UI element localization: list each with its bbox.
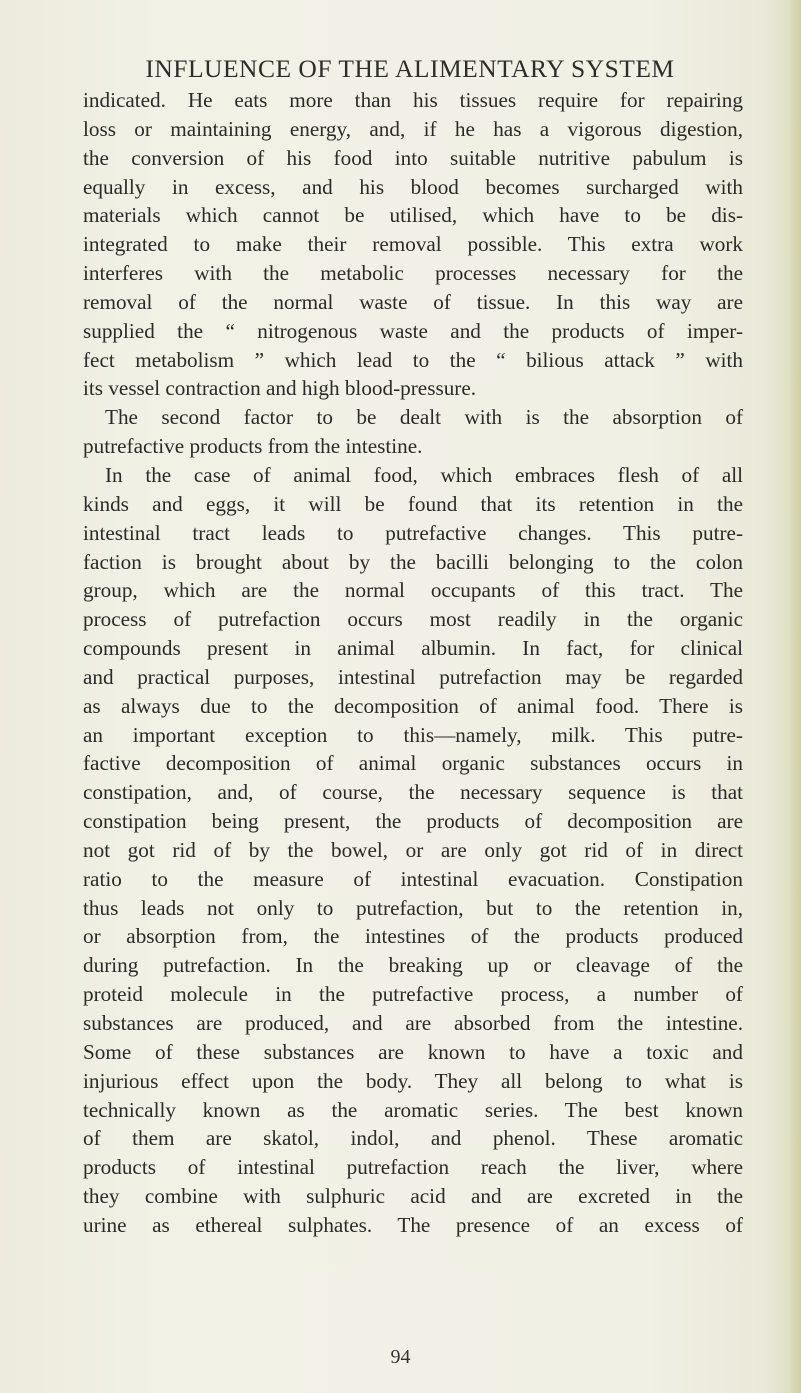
text-line: substances are produced, and are absorbed from the intestine. [83,1011,743,1035]
text-line: group, which are the normal occupants of this tract. The [83,578,743,603]
text-line: integrated to make their removal possible. This extra work [83,232,743,257]
text-line: interferes with the metabolic processes necessary for the [83,261,743,286]
text-line: compounds present in animal albumin. In fact, for clinical [83,636,743,661]
text-line: removal of the normal waste of tissue. In this way are [83,289,743,314]
text-line: supplied the “ nitrogenous waste and the products of imper- [83,318,743,343]
text-line: thus leads not only to putrefaction, but to the retention in, [83,895,743,920]
text-line: materials which cannot be utilised, which have to be dis- [83,203,743,228]
text-line: intestinal tract leads to putrefactive changes. This putre- [83,520,743,545]
body-text [83,86,743,1240]
text-line: fect metabolism ” which lead to the “ bilious attack ” with [83,347,743,372]
text-line: of them are skatol, indol, and phenol. These aromatic [83,1126,743,1151]
text-line: and practical purposes, intestinal putrefaction may be regarded [83,664,743,689]
text-line: not got rid of by the bowel, or are only got rid of in direct [83,837,743,862]
text-line: equally in excess, and his blood becomes surcharged with [83,174,743,199]
text-line: an important exception to this—namely, milk. This putre- [83,722,743,747]
text-line: constipation being present, the products of decomposition are [83,809,743,834]
text-line: proteid molecule in the putrefactive process, a number of [83,982,743,1007]
text-line: faction is brought about by the bacilli belonging to the colon [83,549,743,574]
text-line: factive decomposition of animal organic substances occurs in [83,751,743,776]
text-line: indicated. He eats more than his tissues require for repairing [83,88,743,112]
text-line: the conversion of his food into suitable nutritive pabulum is [83,145,743,170]
text-line: The second factor to be dealt with is the absorption of [105,405,743,430]
text-line: kinds and eggs, it will be found that its retention in the [83,491,743,516]
text-line: or absorption from, the intestines of the products produced [83,924,743,949]
text-line: during putrefaction. In the breaking up or cleavage of the [83,953,743,978]
text-line: ratio to the measure of intestinal evacuation. Constipation [83,866,743,891]
text-line: In the case of animal food, which embraces flesh of all [105,462,743,487]
page-number: 94 [390,1346,411,1368]
text-line: putrefactive products from the intestine. [83,434,423,459]
running-head: INFLUENCE OF THE ALIMENTARY SYSTEM [145,54,675,83]
text-line: technically known as the aromatic series. The best known [83,1097,743,1122]
text-line: as always due to the decomposition of animal food. There is [83,693,743,718]
text-line: urine as ethereal sulphates. The presence of an excess of [83,1212,743,1237]
text-line: constipation, and, of course, the necessary sequence is that [83,780,743,805]
text-line: products of intestinal putrefaction reach the liver, where [83,1155,743,1180]
text-line: injurious effect upon the body. They all belong to what is [83,1068,743,1093]
text-line: loss or maintaining energy, and, if he has a vigorous digestion, [83,116,743,141]
text-line: its vessel contraction and high blood-pressure. [83,376,477,401]
page-edge-shading [789,0,801,1393]
text-line: they combine with sulphuric acid and are excreted in the [83,1184,743,1209]
text-line: process of putrefaction occurs most readily in the organic [83,607,743,632]
text-line: Some of these substances are known to have a toxic and [83,1039,743,1064]
